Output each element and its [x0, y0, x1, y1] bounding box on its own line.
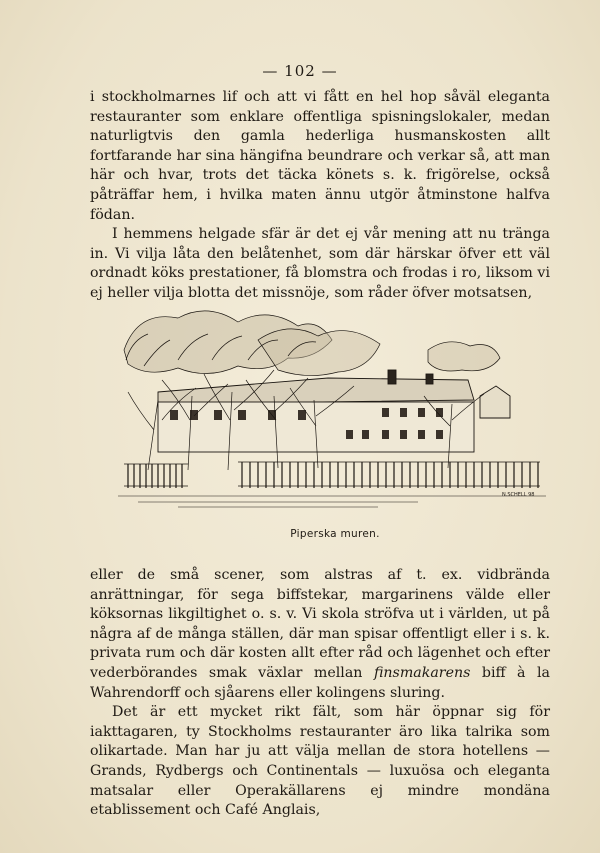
text-run: Det är ett mycket rikt fält, som här öppnar sig för iakttagaren, ty Stockholms restauranter äro lika talrika som olikartade. Man har ju att välja mellan de stora hotellens — Grands, Rydbergs och Continentals — luxuösa och eleganta matsalar eller Operakällarens ej mindre mondäna etablissement och Café Anglais, [90, 704, 550, 819]
artist-signature: N.SCHELL 98 [502, 492, 535, 498]
paragraph: i stockholmarnes lif och att vi fått en hel hop såväl eleganta restauranter som enklare offentliga spisningslokaler, medan naturligtvis den gamla hederliga husmanskosten allt fortfarande har sina hängifna beundrare och verkar så, att man här och hvar, trots det täcka könets s. k. frigörelse, också påträffar hem, i hvilka maten ännu utgör åtminstone halfva födan. [90, 89, 550, 223]
house-drawing [158, 370, 510, 452]
ground-drawing [118, 496, 546, 507]
text-block-top [90, 88, 550, 304]
page-number: — 102 — [262, 62, 338, 80]
text-run: biff à la Wahrendorff och sjåarens eller kolingens sluring. [90, 664, 550, 701]
paragraph [90, 566, 550, 703]
text-run: eller de små scener, som alstras af t. ex. vidbrända anrättningar, för sega biffstekar, margarinens välde eller köksornas likgiltighet o. s. v. Vi skola ströfva ut i världen, ut på några af de många ställen, där man spisar offentligt eller i s. k. privata rum och där kosten allt efter råd och lägenhet och efter vederbörandes smak växlar mellan [90, 567, 550, 681]
fence-drawing [124, 462, 540, 488]
text-block-bottom [90, 566, 550, 821]
text-run-italic: finsmakarens [373, 664, 471, 681]
paragraph: I hemmens helgade sfär är det ej vår mening att nu tränga in. Vi vilja låta den belåtenhet, som där härskar öfver ett väl ordnadt köks prestationer, få blomstra och frodas i ro, liksom vi ej heller vilja blotta det missnöje, som råder öfver motsatsen, [90, 226, 550, 301]
paragraph [90, 703, 550, 821]
piperska-muren-illustration [118, 300, 546, 518]
figure-caption: Piperska muren. [290, 528, 380, 540]
